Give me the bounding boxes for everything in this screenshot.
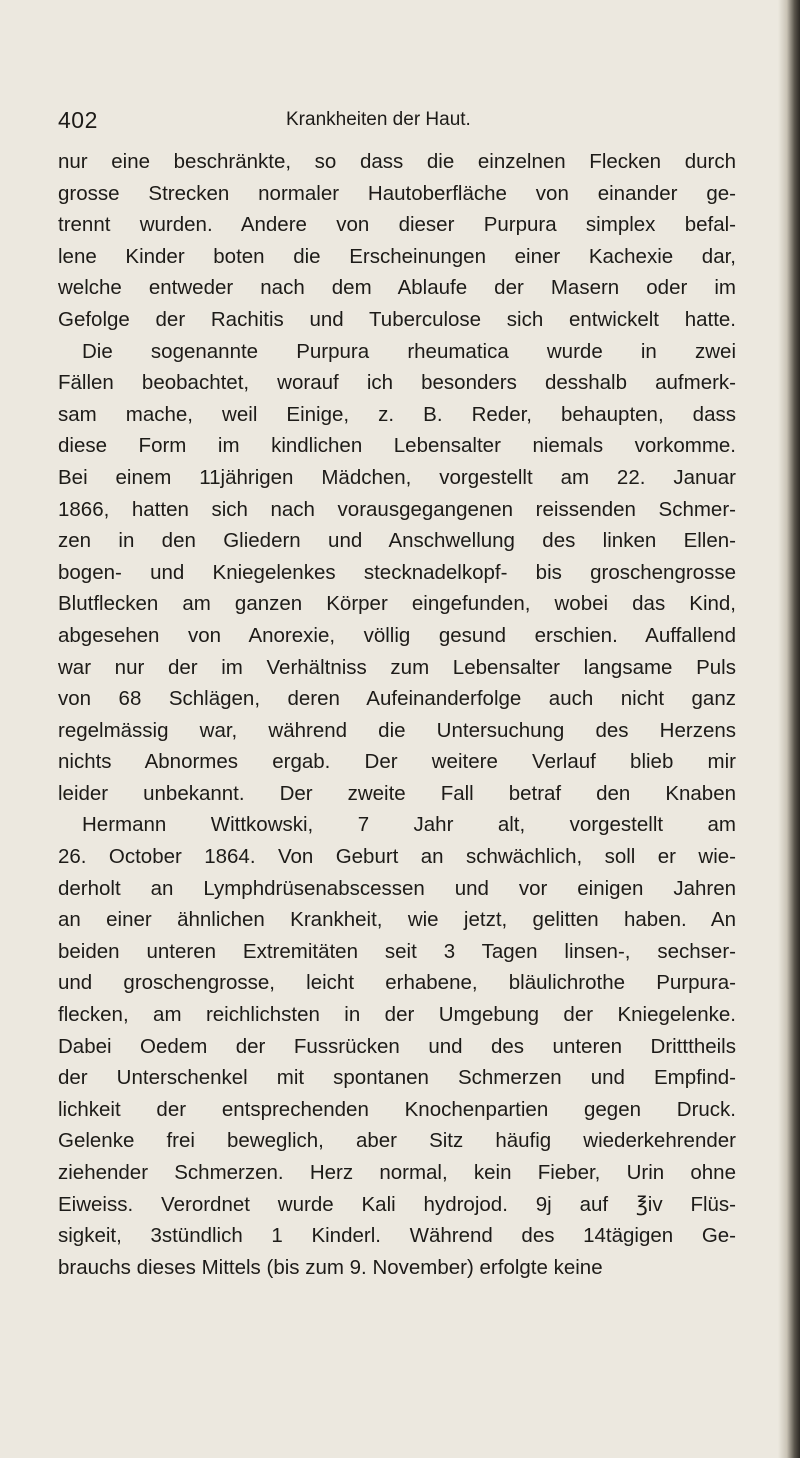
text-line: 1866, hatten sich nach vorausgegangenen reissenden Schmer- bbox=[58, 497, 736, 521]
text-line: trennt wurden. Andere von dieser Purpura simplex befal- bbox=[58, 213, 736, 237]
text-line: lene Kinder boten die Erscheinungen einer Kachexie dar, bbox=[58, 244, 736, 268]
text-line: grosse Strecken normaler Hautoberfläche von einander ge- bbox=[58, 181, 736, 205]
text-line: war nur der im Verhältniss zum Lebensalter langsame Puls bbox=[58, 655, 736, 679]
text-line: Gelenke frei beweglich, aber Sitz häufig wiederkehrender bbox=[58, 1129, 736, 1153]
text-line: Eiweiss. Verordnet wurde Kali hydrojod. 9j auf ℥iv Flüs- bbox=[58, 1192, 736, 1216]
text-line: zen in den Gliedern und Anschwellung des linken Ellen- bbox=[58, 529, 736, 553]
body-text bbox=[58, 146, 736, 1283]
text-line: diese Form im kindlichen Lebensalter niemals vorkomme. bbox=[58, 434, 736, 458]
text-line: welche entweder nach dem Ablaufe der Masern oder im bbox=[58, 276, 736, 300]
text-line: Hermann Wittkowski, 7 Jahr alt, vorgestellt am bbox=[82, 813, 736, 837]
text-line: der Unterschenkel mit spontanen Schmerzen und Empfind- bbox=[58, 1066, 736, 1090]
text-line: abgesehen von Anorexie, völlig gesund erschien. Auffallend bbox=[58, 623, 736, 647]
page-binding-edge bbox=[778, 0, 800, 1458]
text-line: an einer ähnlichen Krankheit, wie jetzt, gelitten haben. An bbox=[58, 908, 736, 932]
text-line: Die sogenannte Purpura rheumatica wurde in zwei bbox=[82, 339, 736, 363]
text-line: 26. October 1864. Von Geburt an schwächlich, soll er wie- bbox=[58, 845, 736, 869]
text-line: derholt an Lymphdrüsenabscessen und vor einigen Jahren bbox=[58, 876, 736, 900]
text-line: ziehender Schmerzen. Herz normal, kein Fieber, Urin ohne bbox=[58, 1161, 736, 1184]
text-line: regelmässig war, während die Untersuchung des Herzens bbox=[58, 718, 736, 742]
page-header bbox=[58, 107, 758, 143]
text-line: beiden unteren Extremitäten seit 3 Tagen linsen-, sechser- bbox=[58, 939, 736, 963]
text-line: Dabei Oedem der Fussrücken und des unteren Dritttheils bbox=[58, 1034, 736, 1058]
text-line: Bei einem 11jährigen Mädchen, vorgestellt am 22. Januar bbox=[58, 465, 736, 489]
text-line: brauchs dieses Mittels (bis zum 9. November) erfolgte keine bbox=[58, 1255, 603, 1279]
page-number: 402 bbox=[58, 107, 98, 133]
text-line: Fällen beobachtet, worauf ich besonders desshalb aufmerk- bbox=[58, 371, 736, 395]
text-line: bogen- und Kniegelenkes stecknadelkopf- bis groschengrosse bbox=[58, 560, 736, 584]
text-line: und groschengrosse, leicht erhabene, bläulichrothe Purpura- bbox=[58, 971, 736, 995]
text-line: nichts Abnormes ergab. Der weitere Verlauf blieb mir bbox=[58, 750, 736, 774]
running-title: Krankheiten der Haut. bbox=[286, 109, 471, 130]
text-line: von 68 Schlägen, deren Aufeinanderfolge auch nicht ganz bbox=[58, 687, 736, 711]
text-line: Blutflecken am ganzen Körper eingefunden, wobei das Kind, bbox=[58, 592, 736, 616]
text-line: lichkeit der entsprechenden Knochenpartien gegen Druck. bbox=[58, 1097, 736, 1121]
text-line: sigkeit, 3stündlich 1 Kinderl. Während des 14tägigen Ge- bbox=[58, 1224, 736, 1248]
text-line: nur eine beschränkte, so dass die einzelnen Flecken durch bbox=[58, 150, 736, 173]
text-line: leider unbekannt. Der zweite Fall betraf den Knaben bbox=[58, 781, 736, 805]
text-line: sam mache, weil Einige, z. B. Reder, behaupten, dass bbox=[58, 402, 736, 426]
text-line: flecken, am reichlichsten in der Umgebung der Kniegelenke. bbox=[58, 1003, 736, 1027]
text-line: Gefolge der Rachitis und Tuberculose sich entwickelt hatte. bbox=[58, 307, 736, 331]
